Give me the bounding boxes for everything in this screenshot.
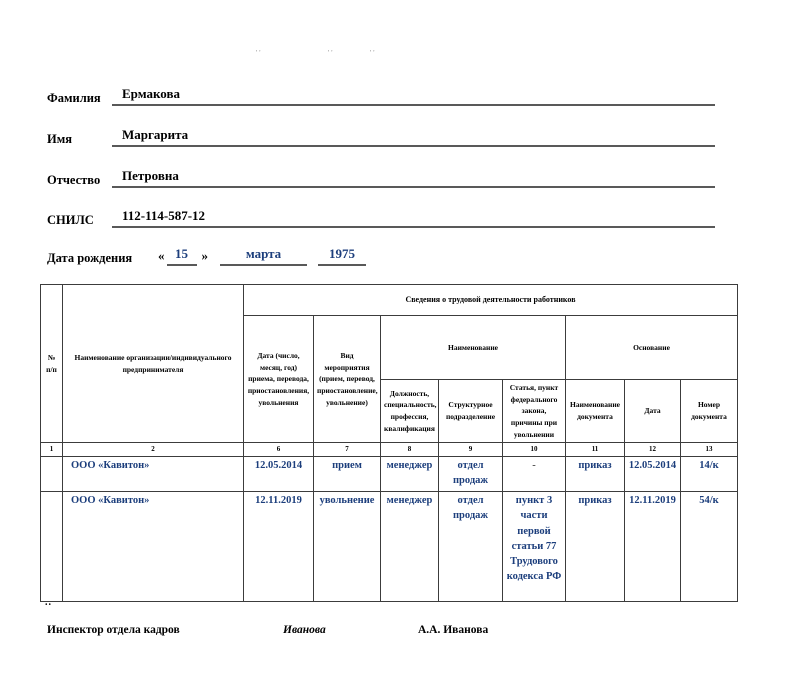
footnote-marks: ..	[45, 597, 52, 608]
faint-quote-mark: ''	[370, 49, 377, 57]
col-group-name: Наименование	[381, 316, 566, 380]
row-number-cell	[41, 492, 63, 602]
firstname-label: Имя	[47, 132, 72, 146]
table-group-header: Сведения о трудовой деятельности работников	[244, 285, 738, 316]
date-cell[interactable]: 12.05.2014	[244, 457, 314, 492]
faint-quote-mark: ''	[256, 49, 263, 57]
col-number: 10	[503, 443, 566, 457]
col-header-position: Должность, специальность, профессия, квалификация	[381, 380, 439, 443]
doc-name-cell[interactable]: приказ	[566, 492, 625, 602]
close-quote: »	[201, 248, 208, 263]
date-cell[interactable]: 12.11.2019	[244, 492, 314, 602]
position-cell[interactable]: менеджер	[381, 457, 439, 492]
row-number-cell	[41, 457, 63, 492]
col-header-event-type: Вид мероприятия (прием, перевод, приостановление, увольнение)	[314, 316, 381, 443]
doc-date-cell[interactable]: 12.05.2014	[625, 457, 681, 492]
col-number: 8	[381, 443, 439, 457]
col-number: 1	[41, 443, 63, 457]
col-number: 6	[244, 443, 314, 457]
col-header-unit: Структурное подразделение	[439, 380, 503, 443]
col-header-date: Дата (число, месяц, год) приема, перевода, приостановления, увольнения	[244, 316, 314, 443]
patronymic-field-row	[47, 168, 715, 188]
organization-cell[interactable]: ООО «Кавитон»	[63, 492, 244, 602]
article-cell[interactable]: пункт 3 части первой статьи 77 Трудового кодекса РФ	[503, 492, 566, 602]
snils-value[interactable]: 112-114-587-12	[112, 208, 715, 228]
surname-label: Фамилия	[47, 91, 101, 105]
col-header-doc-date: Дата	[625, 380, 681, 443]
col-header-article: Статья, пункт федерального закона, причины при увольнении	[503, 380, 566, 443]
signer-job-title: Инспектор отдела кадров	[47, 624, 180, 636]
signer-full-name: А.А. Иванова	[418, 624, 489, 636]
faint-quote-mark: ''	[328, 49, 335, 57]
patronymic-label: Отчество	[47, 173, 101, 187]
birthdate-month-value[interactable]: марта	[220, 246, 307, 266]
col-number: 9	[439, 443, 503, 457]
col-number: 11	[566, 443, 625, 457]
position-cell[interactable]: менеджер	[381, 492, 439, 602]
column-numbers-row	[41, 443, 738, 457]
employment-records-table	[40, 284, 738, 602]
doc-number-cell[interactable]: 14/к	[681, 457, 738, 492]
firstname-field-row	[47, 127, 715, 147]
surname-value[interactable]: Ермакова	[112, 86, 715, 106]
birthdate-year-value[interactable]: 1975	[318, 246, 366, 266]
patronymic-value[interactable]: Петровна	[112, 168, 715, 188]
table-row	[41, 457, 738, 492]
col-header-doc-name: Наименование документа	[566, 380, 625, 443]
col-header-doc-number: Номер документа	[681, 380, 738, 443]
event-cell[interactable]: увольнение	[314, 492, 381, 602]
unit-cell[interactable]: отдел продаж	[439, 457, 503, 492]
open-quote: «	[158, 248, 165, 263]
doc-date-cell[interactable]: 12.11.2019	[625, 492, 681, 602]
doc-name-cell[interactable]: приказ	[566, 457, 625, 492]
surname-field-row	[47, 86, 715, 106]
firstname-value[interactable]: Маргарита	[112, 127, 715, 147]
event-cell[interactable]: прием	[314, 457, 381, 492]
birthdate-day-value[interactable]: 15	[167, 246, 197, 266]
birthdate-row	[47, 246, 366, 266]
article-cell[interactable]: -	[503, 457, 566, 492]
snils-field-row	[47, 208, 715, 228]
col-header-organization: Наименование организации/индивидуального предпринимателя	[63, 285, 244, 443]
organization-cell[interactable]: ООО «Кавитон»	[63, 457, 244, 492]
birthdate-label: Дата рождения	[47, 251, 133, 265]
col-header-row-number: № п/п	[41, 285, 63, 443]
unit-cell[interactable]: отдел продаж	[439, 492, 503, 602]
col-group-basis: Основание	[566, 316, 738, 380]
col-number: 13	[681, 443, 738, 457]
signature: Иванова	[283, 624, 326, 636]
col-number: 2	[63, 443, 244, 457]
snils-label: СНИЛС	[47, 213, 94, 227]
col-number: 12	[625, 443, 681, 457]
table-row	[41, 492, 738, 602]
doc-number-cell[interactable]: 54/к	[681, 492, 738, 602]
col-number: 7	[314, 443, 381, 457]
